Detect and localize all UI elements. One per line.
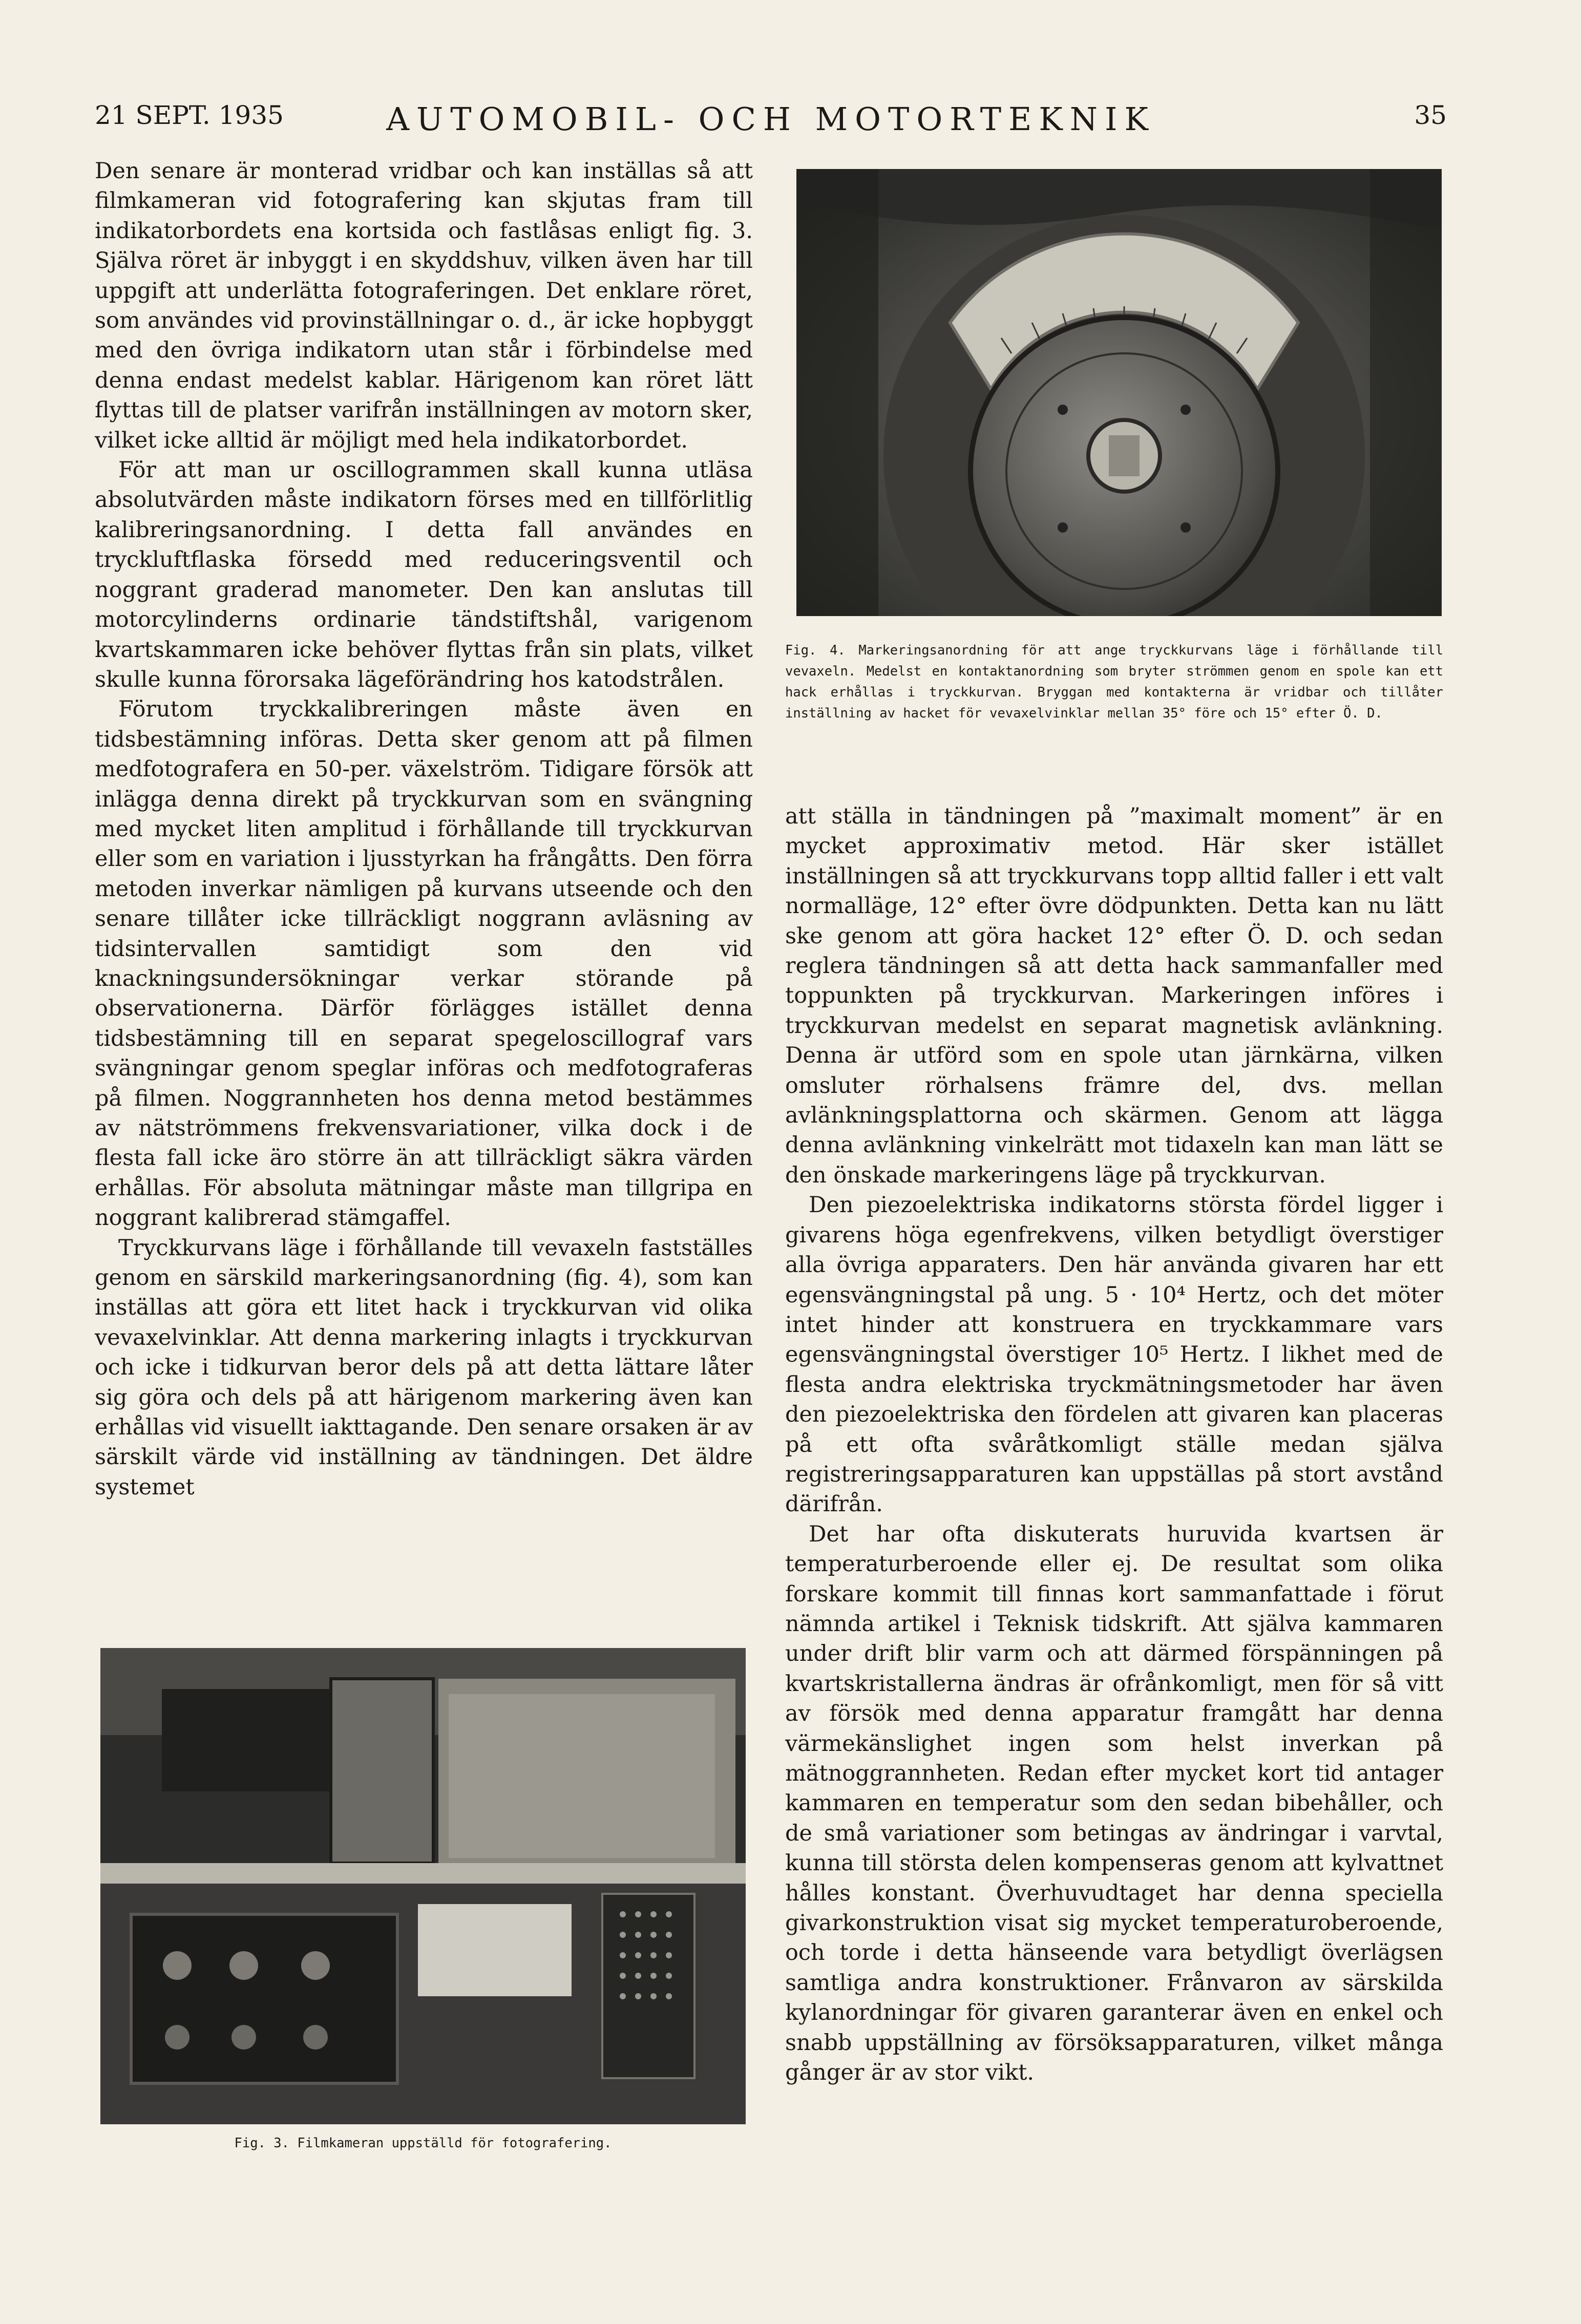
paragraph: För att man ur oscillogrammen skall kunna utläsa absolutvärden måste indikatorn förses med en tillförlitlig kalibreringsanordning. I detta fall användes en tryckluftflaska försedd med reduceringsventil och noggrant graderad manometer. Den kan anslutas till motorcylinderns ordinarie tändstiftshål, varigenom kvartskammaren icke behöver flyttas från sin plats, vilket skulle kunna förorsaka lägeförändring hos katodstrålen. <box>95 457 753 692</box>
header-date: 21 SEPT. 1935 <box>95 100 284 130</box>
journal-title: AUTOMOBIL- OCH MOTORTEKNIK <box>386 100 1155 138</box>
figure-4-caption <box>785 640 1443 724</box>
paragraph: Tryckkurvans läge i förhållande till vevaxeln fastställes genom en särskild markeringsanordning (fig. 4), som kan inställas att göra ett litet hack i tryckkurvan vid olika vevaxelvinklar. Att denna markering inlagts i tryckkurvan och icke i tidkurvan beror dels på att detta lättare låter sig göra och dels på att härigenom markering även kan erhållas vid visuellt iakttagande. Den senare orsaken är av särskilt värde vid inställning av tändningen. Det äldre systemet <box>95 1235 753 1500</box>
figure-3-photo <box>100 1648 746 2124</box>
paragraph: att ställa in tändningen på ”maximalt moment” är en mycket approximativ metod. Här sker istället inställningen så att tryckkurvans topp alltid faller i ett valt normalläge, 12° efter övre dödpunkten. Detta kan nu lätt ske genom att göra hacket 12° efter Ö. D. och sedan reglera tändningen så att detta hack sammanfaller med toppunkten på tryckkurvan. Markeringen införes i tryckkurvan medelst en separat magnetisk avlänkning. Denna är utförd som en spole utan järnkärna, vilken omsluter rörhalsens främre del, dvs. mellan avlänkningsplattorna och skärmen. Genom att lägga denna avlänkning vinkelrätt mot tidaxeln kan man lätt se den önskade markeringens läge på tryckkurvan. <box>785 804 1443 1188</box>
paragraph: Förutom tryckkalibreringen måste även en tidsbestämning införas. Detta sker genom att på filmen medfotografera en 50-per. växelström. Tidigare försök att inlägga denna direkt på tryckkurvan som en svängning med mycket liten amplitud i förhållande till tryckkurvan eller som en variation i ljusstyrkan ha frångåtts. Den förra metoden inverkar nämligen på kurvans utseende och den senare tillåter icke tillräckligt noggrann avläsning av tidsintervallen samtidigt som den vid knackningsundersökningar verkar störande på observationerna. Därför förlägges istället denna tidsbestämning till en separat spegeloscillograf vars svängningar genom speglar införas och medfotograferas på filmen. Noggrannheten hos denna metod bestämmes av nätströmmens frekvensvariationer, vilka dock i de flesta fall icke äro större än att tillräckligt säkra värden erhållas. För absoluta mätningar måste man tillgripa en noggrant kalibrerad stämgaffel. <box>95 696 753 1231</box>
paragraph: Den senare är monterad vridbar och kan inställas så att filmkameran vid fotografering kan skjutas fram till indikatorbordets ena kortsida och fastlåsas enligt fig. 3. Själva röret är inbyggt i en skyddshuv, vilken även har till uppgift att underlätta fotograferingen. Det enklare röret, som användes vid provinställningar o. d., är icke hopbyggt med den övriga indikatorn utan står i förbindelse med denna endast medelst kablar. Härigenom kan röret lätt flyttas till de platser varifrån inställningen av motorn sker, vilket icke alltid är möjligt med hela indikatorbordet. <box>95 158 753 453</box>
left-column <box>95 156 753 1631</box>
right-column <box>785 801 1443 2179</box>
fig4-caption-text: Fig. 4. Markeringsanordning för att ange tryckkurvans läge i förhållande till vevaxeln. Medelst en kontaktanordning som bryter strömmen genom en spole kan ett hack erhållas i tryckkurvan. Bryggan med kontakterna är vridbar och tillåter inställning av hacket för vevaxelvinklar mellan 35° före och 15° efter Ö. D. <box>785 643 1443 721</box>
film-camera-photo <box>100 1648 746 2124</box>
figure-4-photo <box>796 169 1442 616</box>
paragraph: Det har ofta diskuterats huruvida kvartsen är temperaturberoende eller ej. De resultat som olika forskare kommit till finnas kort sammanfattade i förut nämnda artikel i Teknisk tidskrift. Att själva kammaren under drift blir varm och att därmed förspänningen på kvartskristallerna ändras är ofrånkomligt, men för så vitt av försök med denna apparatur framgått har denna värmekänslighet ingen som helst inverkan på mätnoggrannheten. Redan efter mycket kort tid antager kammaren en temperatur som den sedan bibehåller, och de små variationer som betingas av ändringar i varvtal, kunna till största delen kompenseras genom att kylvattnet hålles konstant. Överhuvudtaget har denna speciella givarkonstruktion visat sig mycket temperaturoberoende, och torde i detta hänseende vara betydligt överlägsen samtliga andra konstruktioner. Frånvaron av särskilda kylanordningar för givaren garanterar även en enkel och snabb uppställning av försöksapparaturen, vilket många gånger är av stor vikt. <box>785 1521 1443 2086</box>
running-header <box>95 100 1447 141</box>
page-number: 35 <box>1414 100 1447 130</box>
marking-device-photo <box>796 169 1442 616</box>
paragraph: Den piezoelektriska indikatorns största fördel ligger i givarens höga egenfrekvens, vilken betydligt överstiger alla övriga apparaters. Den här använda givaren har ett egensvängningstal på ung. 5 · 10⁴ Hertz, och det möter intet hinder att konstruera en tryckkammare vars egensvängningstal överstiger 10⁵ Hertz. I likhet med de flesta andra elektriska tryckmätningsmetoder har även den piezoelektriska den fördelen att givaren kan placeras på ett ofta svåråtkomligt ställe medan själva registreringsapparaturen kan uppställas på stort avstånd därifrån. <box>785 1192 1443 1517</box>
figure-3-caption: Fig. 3. Filmkameran uppställd för fotografering. <box>234 2136 612 2151</box>
